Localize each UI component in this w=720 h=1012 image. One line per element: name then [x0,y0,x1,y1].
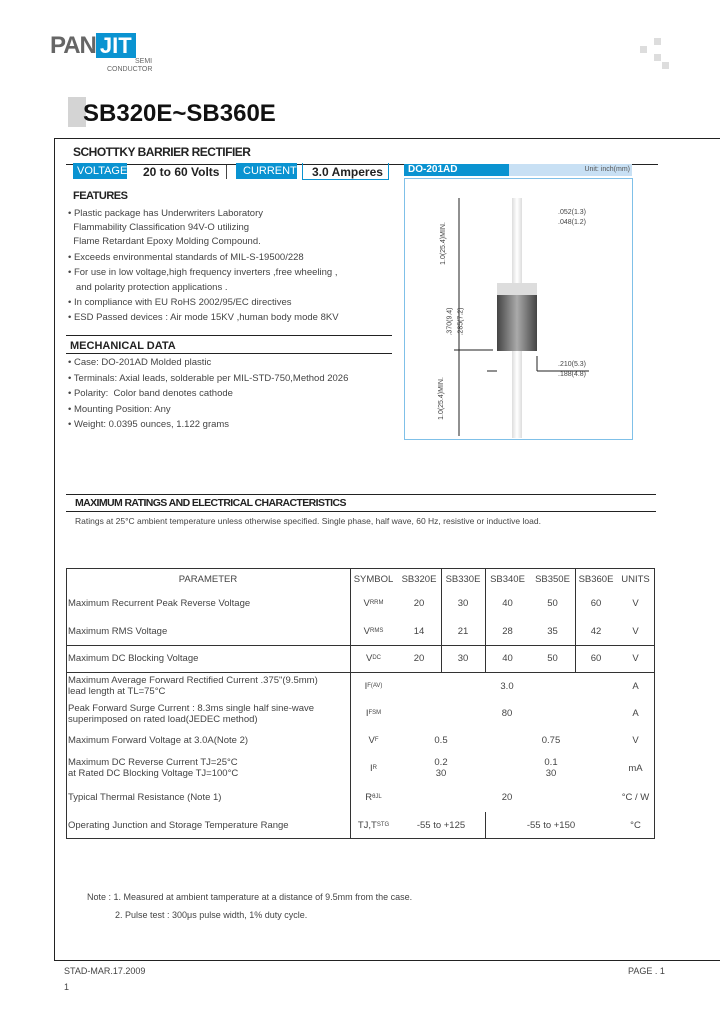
table-symbol [350,783,397,812]
page-title: SB320E~SB360E [83,100,276,127]
table-param: Maximum Recurrent Peak Reverse Voltage [68,598,251,609]
feature-item: • Plastic package has Underwriters Laboratory [68,208,264,219]
table-value: 50 [547,653,558,664]
mechanical-heading: MECHANICAL DATA [70,340,176,352]
dim-body-d2: .188(4.8) [558,371,587,378]
note-2: 2. Pulse test : 300μs pulse width, 1% duty cycle. [115,910,308,920]
table-unit: mA [628,762,643,774]
table-param: Maximum Average Forward Rectified Current .375"(9.5mm) lead length at TL=75°C [68,675,318,697]
table-unit: V [632,598,639,609]
table-value: 30 [457,653,469,664]
table-value: 28 [502,625,513,637]
table-param: Typical Thermal Resistance (Note 1) [68,792,222,803]
dim-body-d1: .210(5.3) [558,361,587,368]
symbol-main: V [365,653,373,664]
table-symbol [350,672,397,700]
table-value: 20 [413,653,425,664]
table-value: 40 [502,653,513,664]
dim-body-l1: .370(9.4) [446,307,454,336]
mechanical-item: • Polarity: Color band denotes cathode [68,388,233,399]
dim-lead-d2: .048(1.2) [558,219,587,226]
frame-top [54,138,720,139]
mech-top-rule [66,335,392,336]
table-header-symbol: SYMBOL [353,573,394,585]
table-value: 0.75 [541,734,561,746]
feature-item: • For use in low voltage,high frequency inverters ,free wheeling , [68,267,338,278]
table-header-sb320e: SB320E [401,573,437,585]
table-header-units: UNITS [621,573,650,585]
table-rule [66,838,655,839]
feature-item: and polarity protection applications . [68,282,228,293]
table-unit: V [632,734,639,746]
logo [50,32,136,58]
table-unit: A [632,680,639,692]
table-symbol [350,812,397,838]
symbol-main: TJ,T [357,819,377,831]
table-unit: A [632,708,639,719]
mechanical-item: • Terminals: Axial leads, solderable per MIL-STD-750,Method 2026 [68,372,349,384]
table-value: 30 [457,598,469,609]
symbol-main: V [363,598,370,609]
symbol-main: V [363,625,370,637]
feature-item: • Exceeds environmental standards of MIL-S-19500/228 [68,252,304,263]
symbol-main: I [370,762,373,774]
symbol-subscript: STG [376,821,390,828]
frame-bottom [54,960,720,961]
dim-lead-min-bottom: 1.0(25.4)MIN. [437,377,445,420]
frame-left [54,138,55,961]
feature-item: • ESD Passed devices : Air mode 15KV ,human body mode 8KV [68,312,339,323]
table-value: 14 [413,625,425,637]
symbol-subscript: R [372,764,377,771]
table-value: 50 [547,598,558,609]
ratings-heading: MAXIMUM RATINGS AND ELECTRICAL CHARACTERISTICS [75,497,346,509]
table-unit: V [632,625,639,637]
table-header-sb330e: SB330E [445,573,481,585]
dim-lead-min: 1.0(25.4)MIN. [439,222,447,265]
dim-lead-d1: .052(1.3) [558,209,587,216]
symbol-subscript: RRM [369,600,384,606]
table-header-parameter: PARAMETER [178,573,238,585]
table-value: 3.0 [500,680,514,692]
table-symbol [350,617,397,645]
table-symbol [350,727,397,753]
table-value: 0.1 30 [544,757,558,779]
table-value: -55 to +150 [526,819,576,831]
mechanical-item: • Mounting Position: Any [68,403,171,415]
package-name: DO-201AD [404,164,509,176]
dim-body-l2: .285(7.2) [457,307,465,336]
symbol-main: V [368,734,375,746]
voltage-label: VOLTAGE [73,163,127,179]
table-unit: °C [630,819,641,831]
table-value: 0.2 30 [434,757,448,779]
footer-num: 1 [64,982,70,992]
symbol-subscript: DC [372,655,381,661]
table-value: 20 [501,792,513,803]
table-symbol [350,700,397,727]
table-header-sb350e: SB350E [535,573,570,585]
ratings-bottom-rule [66,511,656,512]
symbol-subscript: FSM [368,710,382,716]
symbol-main: I [364,680,368,692]
ratings-note: Ratings at 25°C ambient temperature unless otherwise specified. Single phase, half wave, 60 Hz, resistive or inductive load. [75,516,541,526]
voltage-value: 20 to 60 Volts [143,165,220,179]
logo-conductor: CONDUCTOR [107,66,153,73]
features-heading: FEATURES [73,190,128,202]
logo-semi: SEMI [135,58,153,65]
table-value: 21 [457,625,469,637]
table-value: 80 [501,708,513,719]
table-symbol [350,590,397,617]
table-value: 42 [590,625,602,637]
logo-pan: PAN [50,32,96,59]
table-value: 20 [413,598,425,609]
table-param: Maximum RMS Voltage [68,625,168,637]
table-unit: V [632,653,639,664]
table-header-sb340e: SB340E [490,573,525,585]
table-param: Operating Junction and Storage Temperature Range [68,819,289,831]
logo-jit: JIT [96,33,136,58]
current-label: CURRENT [236,163,297,179]
package-unit: Unit: inch(mm) [509,164,632,176]
ratings-top-rule [66,494,656,495]
table-param: Maximum DC Blocking Voltage [68,653,199,664]
symbol-subscript: RMS [370,627,384,634]
table-value: 60 [590,653,602,664]
table-param: Maximum Forward Voltage at 3.0A(Note 2) [68,734,249,746]
symbol-subscript: θJL [372,794,382,800]
table-value: 0.5 [434,734,448,746]
symbol-main: R [365,792,373,803]
table-rule [654,568,655,839]
table-rule [66,568,67,839]
table-value: 35 [547,625,558,637]
table-value: 60 [590,598,602,609]
current-value: 3.0 Amperes [302,163,389,180]
table-value: 40 [502,598,513,609]
symbol-main: I [365,708,369,719]
symbol-subscript: F [374,736,379,743]
note-1: Note : 1. Measured at ambient tamperature at a distance of 9.5mm from the case. [87,892,413,902]
voltage-divider [226,165,227,179]
subtitle: SCHOTTKY BARRIER RECTIFIER [73,145,251,159]
footer-page: PAGE . 1 [628,966,665,976]
table-header-sb360e: SB360E [578,573,614,585]
table-value: -55 to +125 [416,819,466,831]
mech-bottom-rule [66,353,392,354]
table-param: Maximum DC Reverse Current TJ=25°C at Rated DC Blocking Voltage TJ=100°C [68,757,239,779]
footer-code: STAD-MAR.17.2009 [64,966,146,976]
feature-item: Flammability Classification 94V-O utilizing [68,222,250,233]
feature-item: • In compliance with EU RoHS 2002/95/EC directives [68,297,292,308]
table-unit: °C / W [621,792,650,803]
symbol-subscript: F(AV) [367,682,383,689]
table-symbol [350,753,397,783]
table-param: Peak Forward Surge Current : 8.3ms single half sine-wave superimposed on rated load(JEDEC method) [68,702,315,725]
mechanical-item: • Weight: 0.0395 ounces, 1.122 grams [68,419,230,430]
table-symbol [350,645,397,672]
mechanical-item: • Case: DO-201AD Molded plastic [68,357,212,368]
feature-item: Flame Retardant Epoxy Molding Compound. [68,236,261,247]
